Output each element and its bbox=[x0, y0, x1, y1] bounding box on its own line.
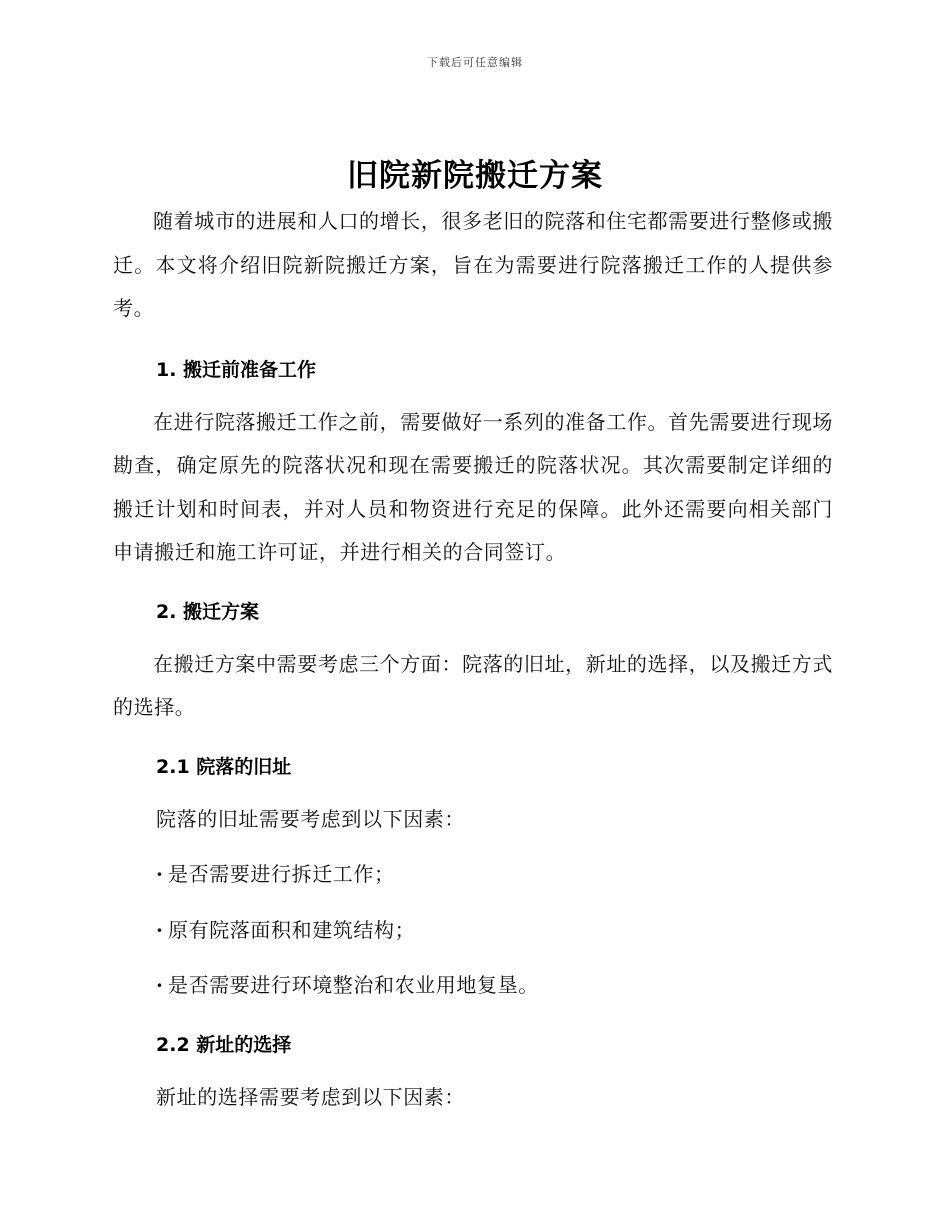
bullet-icon: · bbox=[156, 862, 164, 886]
header-note: 下载后可任意编辑 bbox=[427, 56, 523, 69]
section-2-paragraph: 在搬迁方案中需要考虑三个方面：院落的旧址，新址的选择，以及搬迁方式的选择。 bbox=[113, 651, 833, 719]
section-2-2-lead: 新址的选择需要考虑到以下因素： bbox=[156, 1084, 465, 1109]
document-title: 旧院新院搬迁方案 bbox=[347, 158, 603, 194]
list-item-text: 是否需要进行环境整治和农业用地复垦。 bbox=[168, 973, 539, 997]
bullet-icon: · bbox=[156, 973, 164, 997]
section-1-paragraph: 在进行院落搬迁工作之前，需要做好一系列的准备工作。首先需要进行现场勘查，确定原先的院落状况和现在需要搬迁的院落状况。其次需要制定详细的搬迁计划和时间表，并对人员和物资进行充足的保障。此外还需要向相关部门申请搬迁和施工许可证，并进行相关的合同签订。 bbox=[113, 409, 833, 564]
section-1-heading: 1. 搬迁前准备工作 bbox=[156, 358, 317, 381]
bullet-icon: · bbox=[156, 917, 164, 942]
section-2-1-list bbox=[113, 853, 833, 1008]
section-2-2-heading: 2.2 新址的选择 bbox=[156, 1033, 292, 1056]
section-2-1-heading: 2.1 院落的旧址 bbox=[156, 755, 292, 778]
list-item-text: 是否需要进行拆迁工作； bbox=[168, 862, 395, 886]
intro-paragraph: 随着城市的进展和人口的增长，很多老旧的院落和住宅都需要进行整修或搬迁。本文将介绍旧院新院搬迁方案，旨在为需要进行院落搬迁工作的人提供参考。 bbox=[113, 209, 833, 320]
section-2-heading: 2. 搬迁方案 bbox=[156, 600, 260, 623]
document-body bbox=[113, 200, 833, 1119]
list-item-text: 原有院落面积和建筑结构； bbox=[168, 917, 416, 942]
list-item bbox=[113, 853, 833, 897]
section-2-1-lead: 院落的旧址需要考虑到以下因素： bbox=[156, 806, 465, 831]
list-item bbox=[113, 909, 833, 953]
list-item bbox=[113, 964, 833, 1008]
